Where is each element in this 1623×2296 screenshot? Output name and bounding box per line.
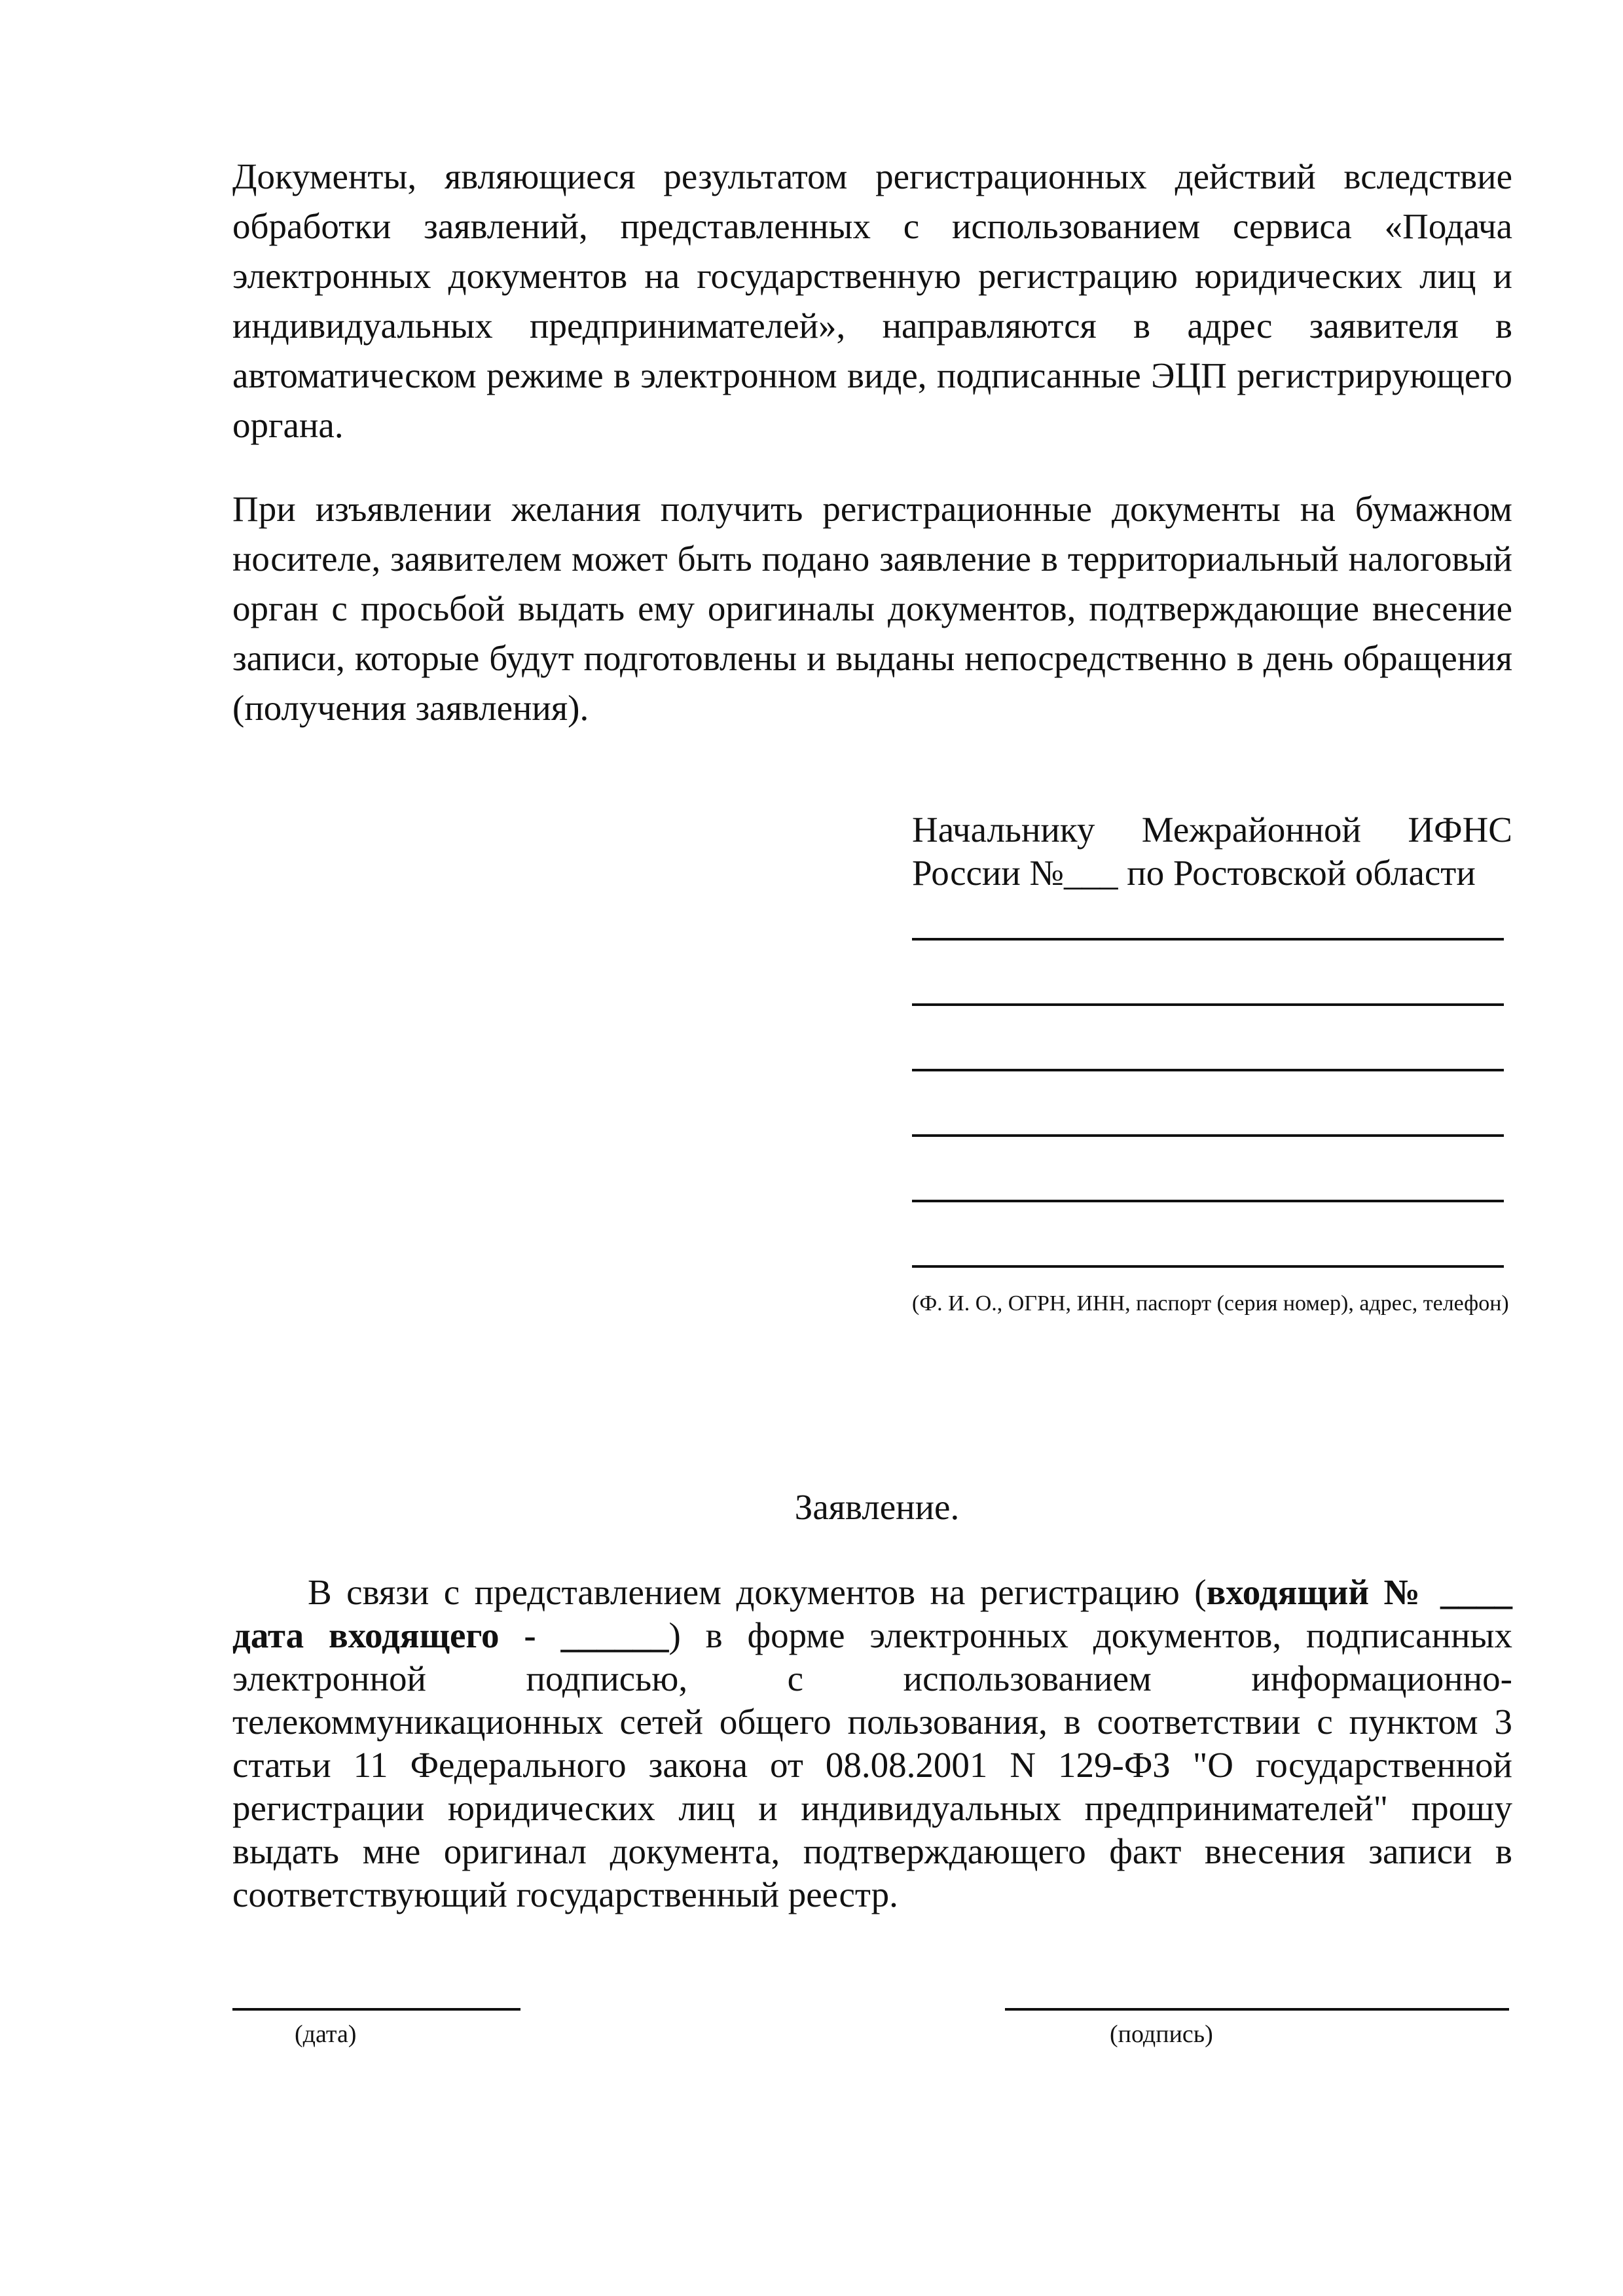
date-label: (дата) — [295, 2020, 357, 2048]
statement-lead: В связи с представлением документов на регистрацию ( — [308, 1572, 1207, 1612]
statement-rest: ) в форме электронных документов, подписанных электронной подписью, с использованием информационно-телекоммуникационных сетей общего пользования, в соответствии с пунктом 3 статьи 11 Федерального закона от 08.08.2001 N 129-ФЗ "О государственной регистрации юридических лиц и индивидуальных предпринимателей" прошу выдать мне оригинал документа, подтверждающего факт внесения записи в соответствующий государственный реестр. — [232, 1615, 1512, 1914]
statement-body — [232, 1571, 1512, 1916]
statement-title-row — [0, 1486, 1623, 1529]
intro-paragraph-1: Документы, являющиеся результатом регистрационных действий вследствие обработки заявлений, представленных с использованием сервиса «Подача электронных документов на государственную регистрацию юридических лиц и индивидуальных предпринимателей», направляются в адрес заявителя в автоматическом режиме в электронном виде, подписанные ЭЦП регистрирующего органа. — [232, 156, 1512, 445]
date-line — [232, 1982, 520, 2011]
addressee-blank-lines — [912, 895, 1512, 1268]
blank-line — [912, 941, 1504, 1006]
blank-line — [912, 1006, 1504, 1071]
statement-title: Заявление. — [794, 1487, 960, 1527]
addressee-block — [912, 808, 1512, 1325]
blank-line — [912, 1137, 1504, 1202]
signature-line — [1005, 1982, 1509, 2011]
blank-line — [912, 1202, 1504, 1268]
blank-line — [912, 895, 1504, 941]
statement-incoming-ref: входящий № ____ дата входящего - ______ — [232, 1572, 1512, 1655]
intro-paragraph-2: При изъявлении желания получить регистрационные документы на бумажном носителе, заявителем может быть подано заявление в территориальный налоговый орган с просьбой выдать ему оригиналы документов, подтверждающие внесение записи, которые будут подготовлены и выданы непосредственно в день обращения (получения заявления). — [232, 489, 1512, 728]
blank-line — [912, 1071, 1504, 1137]
addressee-note: (Ф. И. О., ОГРН, ИНН, паспорт (серия номер), адрес, телефон) — [912, 1291, 1509, 1316]
signature-row — [232, 1982, 1512, 2060]
addressee-text: Начальнику Межрайонной ИФНС России №___ по Ростовской области — [912, 810, 1512, 893]
signature-label: (подпись) — [1110, 2020, 1213, 2048]
